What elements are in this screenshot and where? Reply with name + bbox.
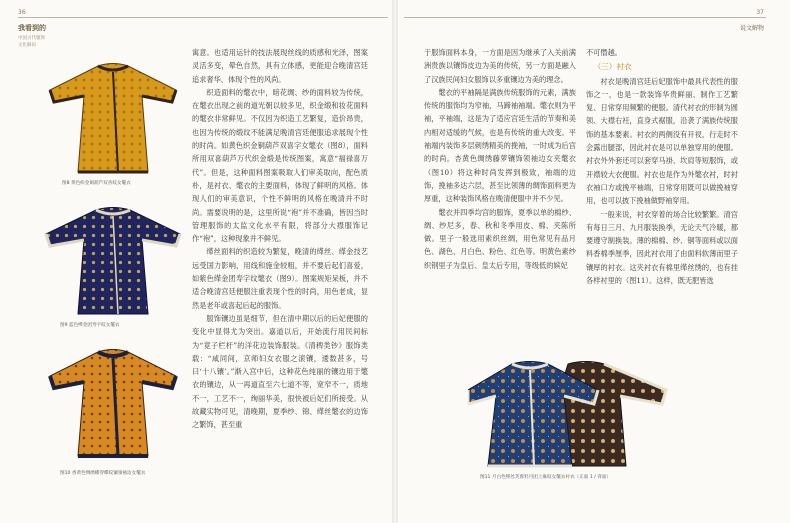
paragraph: 衬衣是晚清宫廷后妃服饰中最具代表性的服饰之一，也是一款装饰华贵鲜丽、制作工艺繁复、日常穿用频繁的便服。清代衬衣的形制为圆领、大襟右衽，直身式裾服，沿袭了满族传统服饰的基本要素。衬衣的两侧没有开衩，行走时不会露出腿部，因此衬衣是可以单独穿用的便服。衬衣外外套还可以套穿马褂、坎肩等短服饰，或开襟较大衣便服。衬衣也是作为外氅衣衬，时衬衣袖口方或挽平袖端，日常穿用既可以做挽袖穿用，也可以披下挽袖做野袖穿用。 bbox=[586, 76, 738, 206]
section-heading: （三）衬衣 bbox=[593, 62, 632, 72]
paragraph: 于服饰面料本身，一方面是因为继承了入关前满洲贵族以镶饰皮边为美的传统，另一方面是融入了汉族民间妇女服饰以多重镶边为美的理念。 bbox=[424, 48, 576, 84]
figure-9-robe-image bbox=[44, 204, 182, 316]
page-number-right: 37 bbox=[756, 9, 764, 16]
series-subtitle-2: 文化解码 bbox=[18, 43, 36, 48]
right-column-2-text bbox=[586, 46, 738, 287]
right-page bbox=[398, 0, 790, 523]
paragraph: 氅衣并四季均宫的服饰，夏季以单的棉纱、绸、纱尼多，春、秋和冬季用皮、棉、夹陈所做。里子一般选用素织丝绸，用色常见有品月色、湖色、月白色、粉色、红色等。明黄色素纱织钢里子为皇后、皇太后专用，等级低的嫔妃 bbox=[424, 207, 576, 270]
top-rule-left bbox=[18, 17, 388, 18]
figure-10-caption: 图10 香黄色绸绣蝶穿蝶纹镶领袖边女氅衣 bbox=[60, 471, 146, 476]
figure-8-caption: 图8 黄色织金铜葫芦双喜纹女氅衣 bbox=[62, 181, 131, 186]
figure-10-robe-image bbox=[48, 346, 178, 458]
paragraph: 织造面料的氅衣中，暗花绸、纱的面料较为传统，在氅衣出现之前的道光朝以较多见，织金缎和妆花面料的氅衣非常鲜见。不仅因为织造工艺繁复，造价昂贵，也因为传统的缎纹不能满足晚清宫廷便服追求展现个性的时尚。如黄色织金铜葫芦双喜字女氅衣（图8），面料所用双喜葫芦万代织金缎是传统图案，寓意“福禄喜万代”。但是，这种面料图案吸取人们审美取向，配色质朴，是衬衣、氅衣的主要面料，体现了鲜明的风格。体现人们的审美意识，个性不鲜明的风格在晚清并不时尚。需要说明的是，这里所说“袍”并不准确，皆因当时管理服饰的太监文化水平有限，将部分大襟服饰记作“袍”，这种现象并不鲜见。 bbox=[192, 87, 368, 244]
series-title: 我看到的 bbox=[18, 24, 46, 32]
paragraph: 不可僭越。 bbox=[586, 48, 622, 57]
figure-11-robe-image bbox=[468, 356, 668, 468]
page-number-left: 36 bbox=[18, 9, 26, 16]
paragraph: 一般来说，衬衣穿着的场合比较繁繁。清宫有每日三月、九月服装换季，无论天气冷暖，都要遵守制换装。薄的棉棉、纱、铜等面料或以面料香棉季厘季，因此衬衣用了由面料软薄而里子镶厚的衬衣。这夹衬衣有棉里缂丝绣的，也有挂各样衬里的（图11）。这样，既无肥皆选 bbox=[586, 209, 738, 286]
left-page bbox=[0, 0, 392, 523]
figure-9-caption: 图9 蓝色缂金团寿字纹女氅衣 bbox=[60, 323, 120, 328]
paragraph: 服饰镶边虽是细节，但在清中期以后的后妃便服的变化中显得尤为突出。嘉道以后，开始流行用民间标为“竟子栏杆”的洋花边装饰服装。《清稗类钞》服饰类载：“咸同间，京师妇女衣服之滚镶，逶数甚多，号曰‘十八镶’。”渐入宫中后，这种花色纯丽的镶边用于氅衣的镶边，从一再道直至六七道不等，宽窄不一，质地不一，工艺不一，绚丽华美，很快被后妃们所接受。从故藏实物可见，清晚期，夏季纱、锦、缂丝氅衣的边饰之繁饰，甚至重 bbox=[192, 313, 368, 430]
series-title-block bbox=[18, 23, 46, 48]
series-subtitle-1: 中国古代服饰 bbox=[18, 36, 45, 41]
figure-8-robe-image bbox=[48, 60, 178, 175]
paragraph: 缂丝面料的织造较为繁复，晚清的缂丝、缂金技艺远受国力影响，用线和施金较粗，并不要后起们喜爱，如紫色缂金团寿字纹氅衣（图9）。图案规矩呆板，并不适合晚清宫廷便服注重表现个性的时尚，用色老成，显然是老年或喜起后起的服饰。 bbox=[192, 247, 368, 310]
top-rule-right bbox=[404, 17, 766, 18]
paragraph: 氅衣的平袖隔是满族传统服饰的元素，满族传统的服饰均为窄袖，马蹄袖袖端。氅衣则为平袖，平袖端，这是为了适应宫廷生活的节奏和美内相对适缓的气候，也是有传统的重大改变。平袖端内装饰多层刺绣精美的挽袖，一时成为后宫的时尚。杏黄色绸绣藤萝镶饰领袖边女夹氅衣（图10）将这种时尚发挥到极致，袖端的边饰，挽袖多达六层，甚至比领薄的绸饰面料更为厚重，这种装饰风格在晚清便服中并不少见。 bbox=[424, 87, 576, 204]
right-column-1-text bbox=[424, 46, 576, 272]
left-body-text bbox=[192, 46, 368, 432]
figure-11-caption: 图11 月白色缂丝芙蓉牡丹团上麻纹女氅衣衬衣（正面 1 / 背面） bbox=[480, 475, 612, 480]
section-label: 说文解物 bbox=[739, 25, 764, 32]
paragraph: 寓意。也适用运针的技法展现丝线的质感和光泽，图案灵活多变，晕色自然，具有立体感，更能迎合晚清宫廷追求奢华、体现个性的风尚。 bbox=[192, 48, 368, 84]
